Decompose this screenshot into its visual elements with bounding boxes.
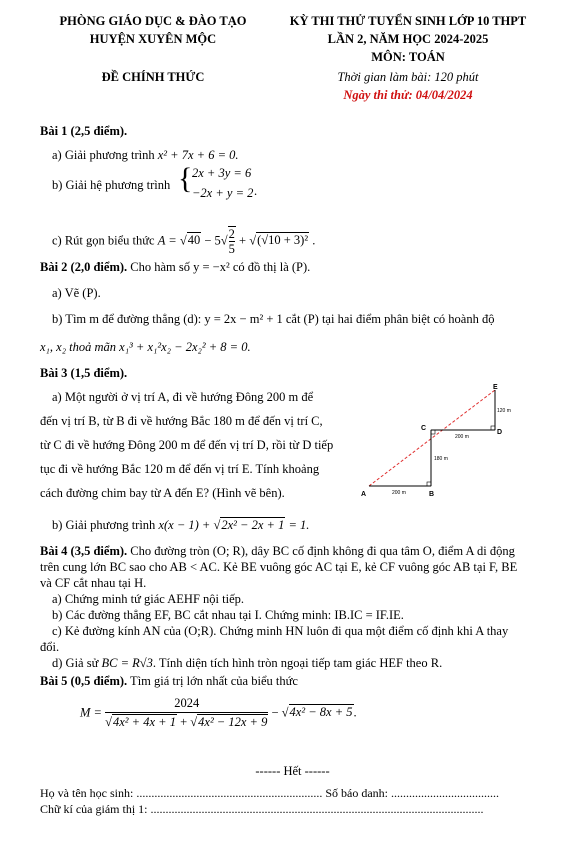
bai2-heading <box>40 260 310 275</box>
bai1-b-dot: . <box>254 184 258 198</box>
bai4-heading <box>40 544 515 559</box>
bai5-intro: Tìm giá trị lớn nhất của biểu thức <box>127 674 298 688</box>
bai4-d-post: . Tính diện tích hình tròn ngoại tiếp tam giác HEF theo R. <box>152 656 443 670</box>
bai5-lhs: M = <box>80 705 106 720</box>
bai3-a-line2: đến vị trí B, từ B đi về hướng Bắc 180 m để đến vị trí C, <box>40 414 323 428</box>
bai3-a-line3: từ C đi về hướng Đông 200 m để đến vị trí D, rồi từ D tiếp <box>40 438 334 452</box>
label-c: C <box>421 425 427 432</box>
bai4-d-equation: BC = R√3 <box>101 656 153 670</box>
bai5-den-root1: 4x² + 4x + 1 <box>112 715 176 730</box>
district-name: HUYỆN XUYÊN MỘC <box>89 32 217 46</box>
system-brace: { <box>178 162 193 195</box>
bai4-intro-line2: trên cung lớn BC sao cho AB < AC. Kẻ BE vuông góc AC tại E, kẻ CF vuông góc AB tại F, BE <box>40 560 518 574</box>
right-angle-d <box>491 426 495 430</box>
bai5-fraction <box>105 696 268 730</box>
exam-duration: Thời gian làm bài: 120 phút <box>337 70 479 84</box>
supervisor-sign-line: Chữ kí của giám thị 1: ............................................................................................................... <box>40 802 484 816</box>
exam-date: Ngày thi thử: 04/04/2024 <box>343 88 473 102</box>
right-angle-c <box>431 430 435 434</box>
bai1-b-text: b) Giải hệ phương trình <box>52 178 171 192</box>
bai3-title: Bài 3 (1,5 điểm). <box>40 366 128 380</box>
label-cd: 200 m <box>455 434 469 440</box>
bai5-heading <box>40 674 298 689</box>
line-ae <box>369 390 495 486</box>
bai1-c-plus: + <box>235 233 250 248</box>
bai2-b-line2: x₁, x₂ thoả mãn x₁³ + x₁²x₂ − 2x₂² + 8 = 0. <box>40 340 251 354</box>
exam-title: KỲ THI THỬ TUYỂN SINH LỚP 10 THPT <box>289 14 527 28</box>
bai5-denominator: √4x² + 4x + 1 + √4x² − 12x + 9 <box>105 715 268 730</box>
bai4-d-pre: d) Giả sử <box>52 656 102 670</box>
exam-round: LẦN 2, NĂM HỌC 2024-2025 <box>327 32 489 46</box>
bai3-b-radicand: 2x² − 2x + 1 <box>221 518 285 532</box>
label-e: E <box>493 384 498 391</box>
school-department: PHÒNG GIÁO DỤC & ĐÀO TẠO <box>59 14 247 28</box>
bai4-c-line1: c) Kẻ đường kính AN của (O;R). Chứng minh HN luôn đi qua một điểm cố định khi A thay <box>52 624 509 638</box>
bai1-c-end: . <box>309 233 316 248</box>
bai5-expression: M = $\frac{2024}{\text{√4x² + 4x + 1 + √4x² − 12x + 9}}$ − √4x² − 8x + 5. <box>80 696 357 730</box>
label-de: 120 m <box>497 408 511 414</box>
distance-figure <box>355 384 525 504</box>
bai1-a-equation: x² + 7x + 6 = 0. <box>157 148 239 162</box>
bai5-title: Bài 5 (0,5 điểm). <box>40 674 128 688</box>
bai4-c-line2: đổi. <box>40 640 60 654</box>
bai1-c-den: 5 <box>228 242 235 257</box>
bai3-b-eq2: = 1. <box>285 518 310 532</box>
bai3-a-line5: cách đường chim bay từ A đến E? (Hình vẽ bên). <box>40 486 285 500</box>
student-name-line: Họ và tên học sinh: .............................................................. Số báo danh: .................................... <box>40 786 499 800</box>
bai1-title: Bài 1 (2,5 điểm). <box>40 124 128 138</box>
official-exam-label: ĐỀ CHÍNH THỨC <box>101 70 205 84</box>
bai3-a-line1: a) Một người ở vị trí A, đi về hướng Đông 200 m để <box>52 390 314 404</box>
bai1-c-fraction <box>228 226 236 257</box>
bai4-d <box>52 656 442 671</box>
bai3-b-text: b) Giải phương trình <box>52 518 156 532</box>
bai1-c-lhs: A = <box>157 233 180 248</box>
bai4-a: a) Chứng minh tứ giác AEHF nội tiếp. <box>52 592 245 606</box>
bai5-den-plus: + <box>176 715 191 730</box>
bai5-den-root2: 4x² − 12x + 9 <box>198 715 268 730</box>
bai1-b-eq2: −2x + y = 2 <box>192 186 254 200</box>
exam-subject: MÔN: TOÁN <box>371 50 445 64</box>
bai4-title: Bài 4 (3,5 điểm). <box>40 544 128 558</box>
bai4-intro-line3: và CF cắt nhau tại H. <box>40 576 147 590</box>
bai1-c-root2: (√10 + 3)² <box>257 233 309 248</box>
bai4-b: b) Các đường thẳng EF, BC cắt nhau tại I. Chứng minh: IB.IC = IF.IE. <box>52 608 404 622</box>
bai5-root3: 4x² − 8x + 5 <box>289 705 353 720</box>
bai1-b-eq1: 2x + 3y = 6 <box>192 166 252 180</box>
bai1-c-root1: 40 <box>187 233 201 248</box>
label-b: B <box>429 491 435 498</box>
bai4-intro: Cho đường tròn (O; R), dây BC cố định không đi qua tâm O, điểm A di động <box>127 544 515 558</box>
right-angle-b <box>427 482 431 486</box>
label-bc: 180 m <box>434 456 448 462</box>
label-d: D <box>497 429 503 436</box>
bai3-b: b) Giải phương trình x(x − 1) + √2x² − 2x + 1 = 1. <box>52 518 310 532</box>
bai2-intro: Cho hàm số y = −x² có đồ thị là (P). <box>130 260 311 274</box>
end-mark: ------ Hết ------ <box>255 764 330 778</box>
bai2-b-line1: b) Tìm m để đường thẳng (d): y = 2x − m² + 1 cắt (P) tại hai điểm phân biệt có hoành độ <box>52 312 495 326</box>
bai1-c-num: 2 <box>228 227 235 241</box>
bai3-b-eq1: x(x − 1) + <box>158 518 214 532</box>
bai3-a-line4: tục đi về hướng Bắc 120 m để đến vị trí E. Tính khoảng <box>40 462 320 476</box>
bai1-a <box>52 148 239 163</box>
label-a: A <box>361 491 367 498</box>
bai2-a: a) Vẽ (P). <box>52 286 101 300</box>
bai5-numerator: 2024 <box>105 696 268 713</box>
bai1-c-mid: − 5 <box>201 233 221 248</box>
bai1-c-text: c) Rút gọn biểu thức <box>52 233 155 248</box>
label-ab: 200 m <box>392 490 406 496</box>
bai5-end: . <box>353 705 357 720</box>
bai5-minus: − <box>268 705 282 720</box>
bai1-a-text: a) Giải phương trình <box>52 148 155 162</box>
bai2-title: Bài 2 (2,0 điểm). <box>40 260 128 274</box>
bai1-c: c) Rút gọn biểu thức A = √40 − 5√ $\frac{2}{5}$ + √(√10 + 3)² . <box>52 227 316 257</box>
